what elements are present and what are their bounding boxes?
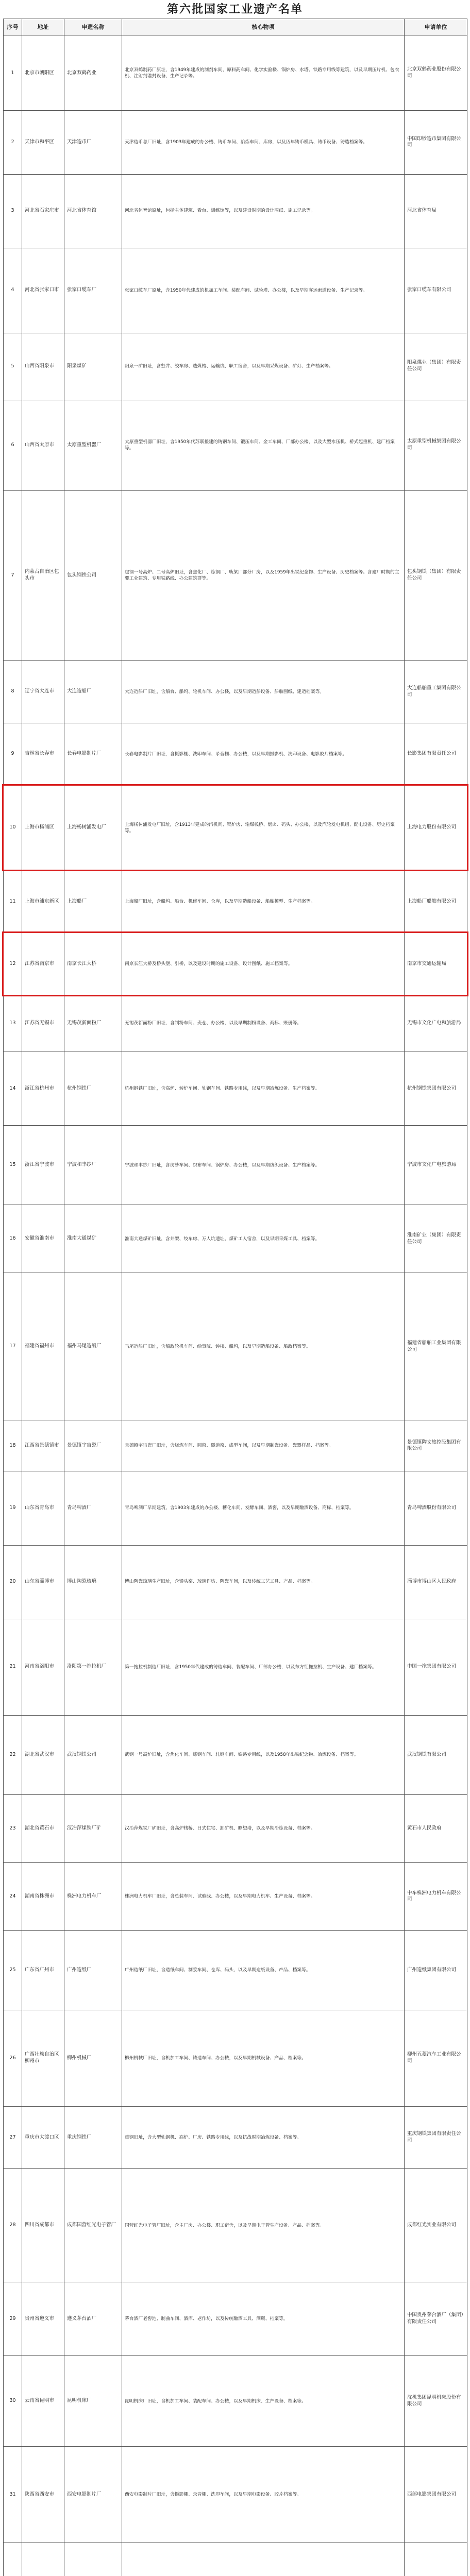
header-location: 地址 (22, 19, 64, 36)
row-number: 7 (4, 490, 22, 660)
row-location: 云南省昆明市 (22, 2356, 64, 2447)
row-location: 湖南省株洲市 (22, 1862, 64, 1930)
row-core-items: 汉冶萍煤铁厂矿旧址，含高炉栈桥、日式住宅、卸矿机、瞭望塔，以及早期冶炼设备、档案等。 (122, 1794, 405, 1862)
row-number: 11 (4, 870, 22, 933)
row-core-items: 重钢旧址，含大型轧钢机、高炉、厂房、铁路专用线，以及抗战时期冶炼设备、档案等。 (122, 2107, 405, 2169)
row-name: 昆明机床厂 (64, 2356, 122, 2447)
table-row (4, 1052, 467, 1126)
row-number: 31 (4, 2447, 22, 2543)
row-unit: 中国印钞造币集团有限公司 (405, 111, 467, 174)
row-number: 27 (4, 2107, 22, 2169)
row-core-items: 阳泉一矿旧址，含竖井、绞车房、选煤楼、运输线、职工宿舍，以及早期采煤设备、矿灯、生产档案等。 (122, 333, 405, 400)
row-unit: 成都红光实业有限公司 (405, 2169, 467, 2282)
row-unit: 上海船厂船舶有限公司 (405, 870, 467, 933)
row-unit: 杭州钢铁集团有限公司 (405, 1052, 467, 1126)
row-name: 阳泉煤矿 (64, 333, 122, 400)
table-row (4, 660, 467, 723)
row-location: 福建省福州市 (22, 1273, 64, 1420)
row-name: 武汉钢铁公司 (64, 1715, 122, 1794)
table-row (4, 2447, 467, 2543)
row-name: 成都国营红光电子管厂 (64, 2169, 122, 2282)
row-unit: 武汉钢铁有限公司 (405, 1715, 467, 1794)
row-unit: 西部电影集团有限公司 (405, 2447, 467, 2543)
table-row (4, 400, 467, 490)
row-core-items: 武钢一号高炉旧址，含焦化车间、炼钢车间、轧钢车间、铁路专用线，以及1958年出铁纪念物、冶炼设备、档案等。 (122, 1715, 405, 1794)
row-number: 15 (4, 1126, 22, 1205)
table-row (4, 723, 467, 785)
row-core-items: 青岛啤酒厂早期建筑，含1903年建成的办公楼、糖化车间、发酵车间、酒窖，以及早期酿酒设备、商标、档案等。 (122, 1471, 405, 1545)
row-location: 山西省阳泉市 (22, 333, 64, 400)
row-name: 宁波和丰纱厂 (64, 1126, 122, 1205)
row-number: 3 (4, 174, 22, 248)
table-row (4, 2107, 467, 2169)
row-location: 河南省洛阳市 (22, 1619, 64, 1715)
header-unit: 申请单位 (405, 19, 467, 36)
row-name: 长春电影制片厂 (64, 723, 122, 785)
row-unit: 福建省船舶工业集团有限公司 (405, 1273, 467, 1420)
row-name: 大连造船厂 (64, 660, 122, 723)
row-unit: 包头钢铁（集团）有限责任公司 (405, 490, 467, 660)
row-number: 8 (4, 660, 22, 723)
row-core-items: 上海船厂旧址，含船坞、船台、机修车间、仓库，以及早期造船设备、船舶模型、生产档案等。 (122, 870, 405, 933)
row-number: 14 (4, 1052, 22, 1126)
row-core-items (122, 2543, 405, 2576)
row-location: 北京市朝阳区 (22, 36, 64, 111)
row-number: 25 (4, 1930, 22, 2010)
row-location: 山东省淄博市 (22, 1545, 64, 1619)
row-core-items: 博山陶瓷琉璃生产旧址，含馒头窑、琉璃作坊、陶瓷车间，以及传统工艺工具、产品、档案等。 (122, 1545, 405, 1619)
row-location: 天津市和平区 (22, 111, 64, 174)
row-name: 广州造纸厂 (64, 1930, 122, 2010)
table-row (4, 1930, 467, 2010)
row-number: 17 (4, 1273, 22, 1420)
row-name: 张家口缆车厂 (64, 248, 122, 333)
row-number: 29 (4, 2282, 22, 2356)
row-number (4, 2543, 22, 2576)
row-unit (405, 2543, 467, 2576)
row-number: 20 (4, 1545, 22, 1619)
row-location: 上海市杨浦区 (22, 785, 64, 870)
row-unit: 张家口缆车有限公司 (405, 248, 467, 333)
row-core-items: 国营红光电子管厂旧址，含主厂房、办公楼、职工宿舍，以及早期电子管生产设备、产品、档案等。 (122, 2169, 405, 2282)
table-row (4, 2282, 467, 2356)
row-name: 河北省体育馆 (64, 174, 122, 248)
heritage-table (3, 19, 467, 2576)
row-unit: 柳州五菱汽车工业有限公司 (405, 2010, 467, 2106)
row-name (64, 2543, 122, 2576)
row-unit: 景德镇陶文旅控股集团有限公司 (405, 1420, 467, 1471)
row-core-items: 长春电影制片厂旧址，含摄影棚、洗印车间、录音棚、办公楼，以及早期摄影机、洗印设备、电影胶片档案等。 (122, 723, 405, 785)
row-unit: 中车株洲电力机车有限公司 (405, 1862, 467, 1930)
row-number: 12 (4, 933, 22, 995)
row-number: 23 (4, 1794, 22, 1862)
row-number: 30 (4, 2356, 22, 2447)
row-number: 13 (4, 995, 22, 1052)
row-core-items: 大连造船厂旧址，含船台、船坞、轮机车间、办公楼，以及早期造船设备、船舶图纸、建造档案等。 (122, 660, 405, 723)
row-unit: 大连船舶重工集团有限公司 (405, 660, 467, 723)
row-location: 浙江省宁波市 (22, 1126, 64, 1205)
row-name: 博山陶瓷琉璃 (64, 1545, 122, 1619)
row-core-items: 景德镇宇宙瓷厂旧址，含烧炼车间、圆窑、隧道窑、成型车间，以及早期制瓷设备、瓷器样品、档案等。 (122, 1420, 405, 1471)
row-core-items: 宁波和丰纱厂旧址，含纺纱车间、织布车间、锅炉房、办公楼，以及早期纺织设备、生产档案等。 (122, 1126, 405, 1205)
row-location: 辽宁省大连市 (22, 660, 64, 723)
row-name: 淮南大通煤矿 (64, 1205, 122, 1273)
row-location (22, 2543, 64, 2576)
row-core-items: 天津造币总厂旧址，含1903年建成的办公楼、铸币车间、冶炼车间、库房，以及历年铸币模具、铸币设备、铸造档案等。 (122, 111, 405, 174)
row-core-items: 河北省体育馆原址，包括主体建筑、看台、训练馆等，以及建设时期的设计图纸、施工记录等。 (122, 174, 405, 248)
row-unit: 太原重型机械集团有限公司 (405, 400, 467, 490)
row-name: 北京双鹤药业 (64, 36, 122, 111)
table-row (4, 1471, 467, 1545)
row-unit: 重庆钢铁集团有限责任公司 (405, 2107, 467, 2169)
row-number: 28 (4, 2169, 22, 2282)
table-row (4, 36, 467, 111)
table-row (4, 1273, 467, 1420)
row-number: 26 (4, 2010, 22, 2106)
row-location: 江西省景德镇市 (22, 1420, 64, 1471)
row-core-items: 昆明机床厂旧址，含机加工车间、装配车间、办公楼，以及早期机床、生产设备、档案等。 (122, 2356, 405, 2447)
row-name: 汉冶萍煤铁厂矿 (64, 1794, 122, 1862)
row-unit: 阳泉煤业（集团）有限责任公司 (405, 333, 467, 400)
row-location: 河北省张家口市 (22, 248, 64, 333)
row-location: 广西壮族自治区柳州市 (22, 2010, 64, 2106)
row-number: 16 (4, 1205, 22, 1273)
table-row (4, 933, 467, 995)
row-unit: 沈机集团昆明机床股份有限公司 (405, 2356, 467, 2447)
table-row (4, 785, 467, 870)
row-location: 江苏省南京市 (22, 933, 64, 995)
row-number: 9 (4, 723, 22, 785)
row-unit: 中国一拖集团有限公司 (405, 1619, 467, 1715)
row-location: 江苏省无锡市 (22, 995, 64, 1052)
row-name: 青岛啤酒厂 (64, 1471, 122, 1545)
table-row (4, 1545, 467, 1619)
row-number: 5 (4, 333, 22, 400)
row-core-items: 张家口缆车厂原址，含1950年代建成的机加工车间、装配车间、试验塔、办公楼，以及早期客运索道设备、生产记录等。 (122, 248, 405, 333)
row-core-items: 柳州机械厂旧址，含机加工车间、铸造车间、办公楼，以及早期机械设备、产品、档案等。 (122, 2010, 405, 2106)
table-row (4, 248, 467, 333)
row-unit: 淮南矿业（集团）有限责任公司 (405, 1205, 467, 1273)
row-location: 河北省石家庄市 (22, 174, 64, 248)
row-location: 湖北省武汉市 (22, 1715, 64, 1794)
page-title: 第六批国家工业遗产名单 (166, 3, 303, 16)
row-name: 上海杨树浦发电厂 (64, 785, 122, 870)
row-location: 贵州省遵义市 (22, 2282, 64, 2356)
row-location: 广东省广州市 (22, 1930, 64, 2010)
row-name: 重庆钢铁厂 (64, 2107, 122, 2169)
table-row (4, 2356, 467, 2447)
row-unit: 上海电力股份有限公司 (405, 785, 467, 870)
row-location: 浙江省杭州市 (22, 1052, 64, 1126)
row-name: 无锡茂新面粉厂 (64, 995, 122, 1052)
row-unit: 北京双鹤药业股份有限公司 (405, 36, 467, 111)
table-body (4, 36, 467, 2576)
row-unit: 河北省体育局 (405, 174, 467, 248)
row-unit: 广州造纸集团有限公司 (405, 1930, 467, 2010)
header-name: 申遗名称 (64, 19, 122, 36)
row-location: 陕西省西安市 (22, 2447, 64, 2543)
row-core-items: 淮南大通煤矿旧址，含井架、绞车房、万人坑遗址、煤矿工人宿舍，以及早期采煤工具、档案等。 (122, 1205, 405, 1273)
row-unit: 淄博市博山区人民政府 (405, 1545, 467, 1619)
row-unit: 无锡市文化广电和旅游局 (405, 995, 467, 1052)
header-no: 序号 (4, 19, 22, 36)
row-name: 西安电影制片厂 (64, 2447, 122, 2543)
row-location: 安徽省淮南市 (22, 1205, 64, 1273)
row-name: 天津造币厂 (64, 111, 122, 174)
row-number: 6 (4, 400, 22, 490)
table-row (4, 1794, 467, 1862)
row-number: 1 (4, 36, 22, 111)
row-name: 太原重型机器厂 (64, 400, 122, 490)
row-core-items: 北京双鹤制药厂原址，含1949年建成的制剂车间、原料药车间、化学实验楼、锅炉房、水塔、铁路专用线等建筑，以及早期压片机、包衣机、注射剂灌封设备、生产记录等。 (122, 36, 405, 111)
row-unit: 黄石市人民政府 (405, 1794, 467, 1862)
row-location: 山东省青岛市 (22, 1471, 64, 1545)
row-core-items: 太原重型机器厂旧址，含1950年代苏联援建的铸钢车间、锻压车间、金工车间、厂部办公楼，以及大型水压机、桥式起重机、建厂档案等。 (122, 400, 405, 490)
row-core-items: 茅台酒厂老窖池、制曲车间、酒库、老作坊，以及传统酿酒工具、酒瓶、档案等。 (122, 2282, 405, 2356)
table-row (4, 995, 467, 1052)
row-name: 南京长江大桥 (64, 933, 122, 995)
row-location: 山西省太原市 (22, 400, 64, 490)
row-number: 18 (4, 1420, 22, 1471)
table-row (4, 1619, 467, 1715)
table-row (4, 870, 467, 933)
row-name: 株洲电力机车厂 (64, 1862, 122, 1930)
table-row (4, 2543, 467, 2576)
row-name: 杭州钢铁厂 (64, 1052, 122, 1126)
row-name: 福州马尾造船厂 (64, 1273, 122, 1420)
row-number: 10 (4, 785, 22, 870)
row-name: 洛阳第一拖拉机厂 (64, 1619, 122, 1715)
row-location: 上海市浦东新区 (22, 870, 64, 933)
table-row (4, 1126, 467, 1205)
table-row (4, 490, 467, 660)
row-number: 24 (4, 1862, 22, 1930)
row-core-items: 马尾造船厂旧址，含船政轮机车间、绘事院、钟楼、船坞，以及早期造船设备、船政档案等。 (122, 1273, 405, 1420)
row-core-items: 杭州钢铁厂旧址，含高炉、转炉车间、轧钢车间、铁路专用线，以及早期冶炼设备、生产档案等。 (122, 1052, 405, 1126)
table-header-row (4, 19, 467, 36)
table-row (4, 2169, 467, 2282)
row-name: 遵义茅台酒厂 (64, 2282, 122, 2356)
row-number: 22 (4, 1715, 22, 1794)
row-core-items: 广州造纸厂旧址，含造纸车间、制浆车间、仓库、码头，以及早期造纸设备、产品、档案等。 (122, 1930, 405, 2010)
row-name: 柳州机械厂 (64, 2010, 122, 2106)
table-row (4, 2010, 467, 2106)
row-core-items: 株洲电力机车厂旧址，含总装车间、试验线、办公楼，以及早期电力机车、生产设备、档案等。 (122, 1862, 405, 1930)
row-unit: 中国贵州茅台酒厂（集团）有限责任公司 (405, 2282, 467, 2356)
row-location: 湖北省黄石市 (22, 1794, 64, 1862)
table-row (4, 174, 467, 248)
row-name: 上海船厂 (64, 870, 122, 933)
table-row (4, 111, 467, 174)
row-location: 内蒙古自治区包头市 (22, 490, 64, 660)
row-location: 四川省成都市 (22, 2169, 64, 2282)
row-unit: 宁波市文化广电旅游局 (405, 1126, 467, 1205)
table-row (4, 1715, 467, 1794)
row-unit: 青岛啤酒股份有限公司 (405, 1471, 467, 1545)
header-core-items: 核心物项 (122, 19, 405, 36)
row-number: 21 (4, 1619, 22, 1715)
row-core-items: 第一拖拉机制造厂旧址，含1950年代建成的铸造车间、装配车间、厂部办公楼，以及东方红拖拉机、生产设备、建厂档案等。 (122, 1619, 405, 1715)
row-core-items: 上海杨树浦发电厂旧址，含1913年建成的汽机间、锅炉房、输煤栈桥、烟囱、码头、办公楼，以及汽轮发电机组、配电设备、历史档案等。 (122, 785, 405, 870)
row-core-items: 无锡茂新面粉厂旧址，含制粉车间、麦仓、办公楼，以及早期制粉设备、商标、账册等。 (122, 995, 405, 1052)
row-core-items: 南京长江大桥及桥头堡、引桥，以及建设时期的施工设备、设计图纸、施工档案等。 (122, 933, 405, 995)
row-unit: 长影集团有限责任公司 (405, 723, 467, 785)
row-number: 4 (4, 248, 22, 333)
row-unit: 南京市交通运输局 (405, 933, 467, 995)
table-row (4, 1205, 467, 1273)
table-row (4, 1420, 467, 1471)
row-name: 包头钢铁公司 (64, 490, 122, 660)
row-number: 2 (4, 111, 22, 174)
row-core-items: 西安电影制片厂旧址，含摄影棚、录音棚、洗印车间，以及早期电影设备、胶片档案等。 (122, 2447, 405, 2543)
row-location: 重庆市大渡口区 (22, 2107, 64, 2169)
table-row (4, 333, 467, 400)
row-number: 19 (4, 1471, 22, 1545)
table-row (4, 1862, 467, 1930)
row-location: 吉林省长春市 (22, 723, 64, 785)
row-core-items: 包钢一号高炉、二号高炉旧址，含焦化厂、炼钢厂、轨梁厂部分厂房，以及1959年出铁纪念物、生产设备、历史档案等。含建厂时期的主要工业建筑、专用铁路线、办公建筑群等。 (122, 490, 405, 660)
row-name: 景德镇宇宙瓷厂 (64, 1420, 122, 1471)
